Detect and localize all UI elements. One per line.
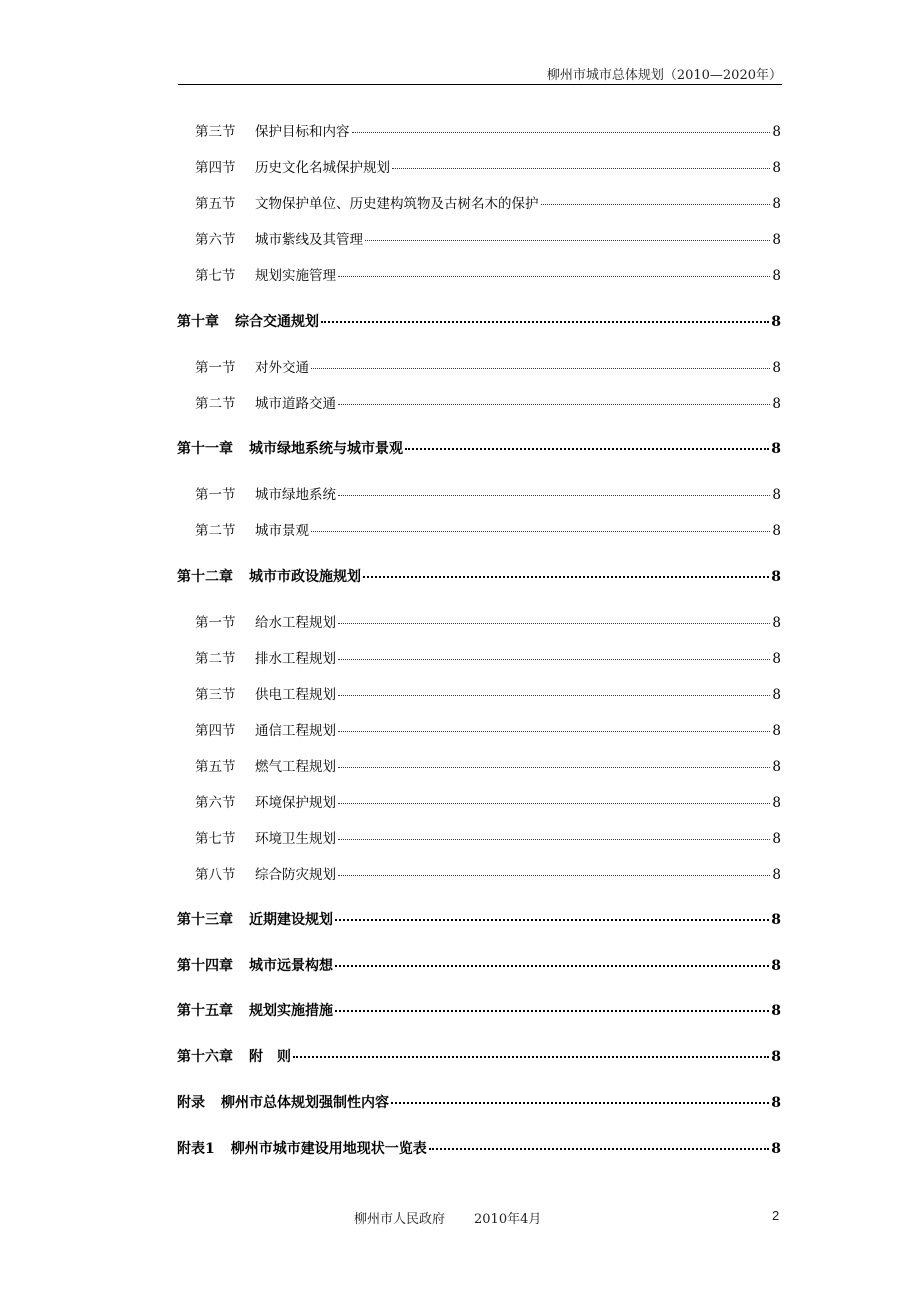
- toc-entry-number: 第一节: [195, 487, 236, 503]
- toc-entry-page: 8: [772, 615, 781, 631]
- toc-entry-number: 第三节: [195, 124, 236, 140]
- toc-entry-page: 8: [772, 831, 781, 847]
- dot-leader: [338, 755, 770, 768]
- toc-entry-title: 文物保护单位、历史建构筑物及古树名木的保护: [255, 196, 539, 212]
- toc-section-entry[interactable]: [195, 791, 781, 811]
- toc-entry-title: 近期建设规划: [249, 912, 333, 928]
- toc-entry-page: 8: [772, 232, 781, 248]
- toc-entry-title: 环境卫生规划: [255, 831, 336, 847]
- toc-entry-number: 附录: [177, 1095, 205, 1111]
- dot-leader: [321, 309, 769, 323]
- dot-leader: [338, 392, 770, 405]
- footer-page-number: 2: [772, 1208, 780, 1223]
- toc-entry-page: 8: [772, 795, 781, 811]
- toc-entry-number: 第二节: [195, 523, 236, 539]
- toc-entry-page: 8: [772, 396, 781, 412]
- toc-entry-number: 第三节: [195, 687, 236, 703]
- toc-entry-title: 城市绿地系统: [255, 487, 336, 503]
- toc-entry-title: 规划实施管理: [255, 268, 336, 284]
- toc-section-entry[interactable]: [195, 264, 781, 284]
- toc-entry-number: 第十五章: [177, 1003, 233, 1019]
- toc-entry-title: 城市景观: [255, 523, 309, 539]
- toc-section-entry[interactable]: [195, 192, 781, 212]
- toc-entry-number: 第五节: [195, 759, 236, 775]
- toc-entry-number: 第七节: [195, 831, 236, 847]
- footer-date: 2010年4月: [474, 1212, 542, 1227]
- dot-leader: [338, 611, 770, 624]
- toc-entry-number: 第四节: [195, 160, 236, 176]
- dot-leader: [338, 264, 770, 277]
- toc-entry-number: 第二节: [195, 651, 236, 667]
- toc-chapter-entry[interactable]: [177, 909, 781, 929]
- toc-section-entry[interactable]: [195, 228, 781, 248]
- toc-entry-page: 8: [771, 1141, 781, 1157]
- dot-leader: [335, 998, 769, 1012]
- toc-section-entry[interactable]: [195, 683, 781, 703]
- toc-entry-number: 第四节: [195, 723, 236, 739]
- toc-chapter-entry[interactable]: [177, 438, 781, 458]
- toc-entry-page: 8: [771, 1003, 781, 1019]
- toc-entry-page: 8: [771, 958, 781, 974]
- toc-entry-page: 8: [772, 360, 781, 376]
- toc-section-entry[interactable]: [195, 863, 781, 883]
- toc-entry-number: 第二节: [195, 396, 236, 412]
- toc-chapter-entry[interactable]: [177, 311, 781, 331]
- toc-entry-page: 8: [771, 441, 781, 457]
- toc-entry-page: 8: [772, 523, 781, 539]
- toc-entry-page: 8: [772, 124, 781, 140]
- dot-leader: [392, 156, 770, 169]
- toc-entry-title: 城市市政设施规划: [249, 569, 361, 585]
- toc-entry-title: 保护目标和内容: [255, 124, 350, 140]
- toc-entry-number: 第十章: [177, 314, 219, 330]
- toc-section-entry[interactable]: [195, 827, 781, 847]
- toc-entry-title: 柳州市总体规划强制性内容: [221, 1095, 389, 1111]
- toc-section-entry[interactable]: [195, 392, 781, 412]
- toc-entry-page: 8: [771, 912, 781, 928]
- toc-entry-number: 第十四章: [177, 958, 233, 974]
- toc-entry-number: 第十二章: [177, 569, 233, 585]
- dot-leader: [293, 1044, 769, 1058]
- toc-chapter-entry[interactable]: [177, 1046, 781, 1066]
- dot-leader: [429, 1136, 770, 1150]
- toc-entry-title: 规划实施措施: [249, 1003, 333, 1019]
- toc-entry-title: 通信工程规划: [255, 723, 336, 739]
- toc-entry-page: 8: [772, 268, 781, 284]
- header-title: 柳州市城市总体规划（2010—2020年）: [546, 68, 782, 83]
- toc-entry-title: 历史文化名城保护规划: [255, 160, 390, 176]
- dot-leader: [338, 719, 770, 732]
- toc-entry-page: 8: [772, 196, 781, 212]
- toc-entry-number: 第十六章: [177, 1049, 233, 1065]
- toc-entry-page: 8: [771, 314, 781, 330]
- toc-entry-number: 第十三章: [177, 912, 233, 928]
- dot-leader: [338, 683, 770, 696]
- footer-organization: 柳州市人民政府: [354, 1212, 446, 1227]
- toc-section-entry[interactable]: [195, 611, 781, 631]
- toc-entry-number: 第六节: [195, 232, 236, 248]
- toc-entry-title: 综合防灾规划: [255, 867, 336, 883]
- toc-entry-page: 8: [772, 160, 781, 176]
- toc-section-entry[interactable]: [195, 719, 781, 739]
- toc-entry-number: 第六节: [195, 795, 236, 811]
- dot-leader: [311, 519, 770, 532]
- toc-chapter-entry[interactable]: [177, 1000, 781, 1020]
- toc-entry-page: 8: [772, 651, 781, 667]
- toc-entry-page: 8: [772, 487, 781, 503]
- toc-entry-page: 8: [771, 569, 781, 585]
- toc-entry-number: 第五节: [195, 196, 236, 212]
- dot-leader: [338, 863, 770, 876]
- toc-entry-page: 8: [772, 759, 781, 775]
- toc-entry-title: 附 则: [249, 1049, 291, 1065]
- toc-entry-title: 城市紫线及其管理: [255, 232, 363, 248]
- toc-chapter-entry[interactable]: [177, 566, 781, 586]
- toc-chapter-entry[interactable]: [177, 1092, 781, 1112]
- dot-leader: [391, 1090, 769, 1104]
- toc-entry-title: 排水工程规划: [255, 651, 336, 667]
- toc-entry-number: 第七节: [195, 268, 236, 284]
- toc-entry-title: 供电工程规划: [255, 687, 336, 703]
- toc-entry-number: 第一节: [195, 615, 236, 631]
- toc-entry-page: 8: [772, 867, 781, 883]
- dot-leader: [338, 483, 770, 496]
- toc-entry-title: 城市绿地系统与城市景观: [249, 441, 403, 457]
- toc-chapter-entry[interactable]: [177, 955, 781, 975]
- dot-leader: [352, 120, 771, 133]
- toc-entry-title: 柳州市城市建设用地现状一览表: [230, 1141, 427, 1157]
- toc-entry-number: 附表1: [177, 1141, 215, 1157]
- toc-entry-title: 城市道路交通: [255, 396, 336, 412]
- toc-entry-title: 城市远景构想: [249, 958, 333, 974]
- dot-leader: [338, 827, 770, 840]
- toc-entry-number: 第一节: [195, 360, 236, 376]
- toc-entry-title: 给水工程规划: [255, 615, 336, 631]
- toc-section-entry[interactable]: [195, 156, 781, 176]
- dot-leader: [338, 647, 770, 660]
- dot-leader: [363, 564, 769, 578]
- toc-section-entry[interactable]: [195, 755, 781, 775]
- dot-leader: [541, 192, 771, 205]
- toc-entry-title: 对外交通: [255, 360, 309, 376]
- dot-leader: [365, 228, 770, 241]
- toc-section-entry[interactable]: [195, 356, 781, 376]
- toc-entry-number: 第十一章: [177, 441, 233, 457]
- toc-entry-title: 环境保护规划: [255, 795, 336, 811]
- dot-leader: [335, 953, 769, 967]
- toc-section-entry[interactable]: [195, 120, 781, 140]
- toc-entry-number: 第八节: [195, 867, 236, 883]
- toc-entry-page: 8: [772, 687, 781, 703]
- toc-entry-page: 8: [771, 1095, 781, 1111]
- toc-entry-page: 8: [772, 723, 781, 739]
- toc-entry-title: 燃气工程规划: [255, 759, 336, 775]
- dot-leader: [335, 907, 769, 921]
- toc-section-entry[interactable]: [195, 483, 781, 503]
- toc-entry-title: 综合交通规划: [235, 314, 319, 330]
- toc-section-entry[interactable]: [195, 519, 781, 539]
- toc-chapter-entry[interactable]: [177, 1138, 781, 1158]
- toc-section-entry[interactable]: [195, 647, 781, 667]
- dot-leader: [311, 356, 770, 369]
- toc-entry-page: 8: [771, 1049, 781, 1065]
- dot-leader: [338, 791, 770, 804]
- dot-leader: [405, 436, 769, 450]
